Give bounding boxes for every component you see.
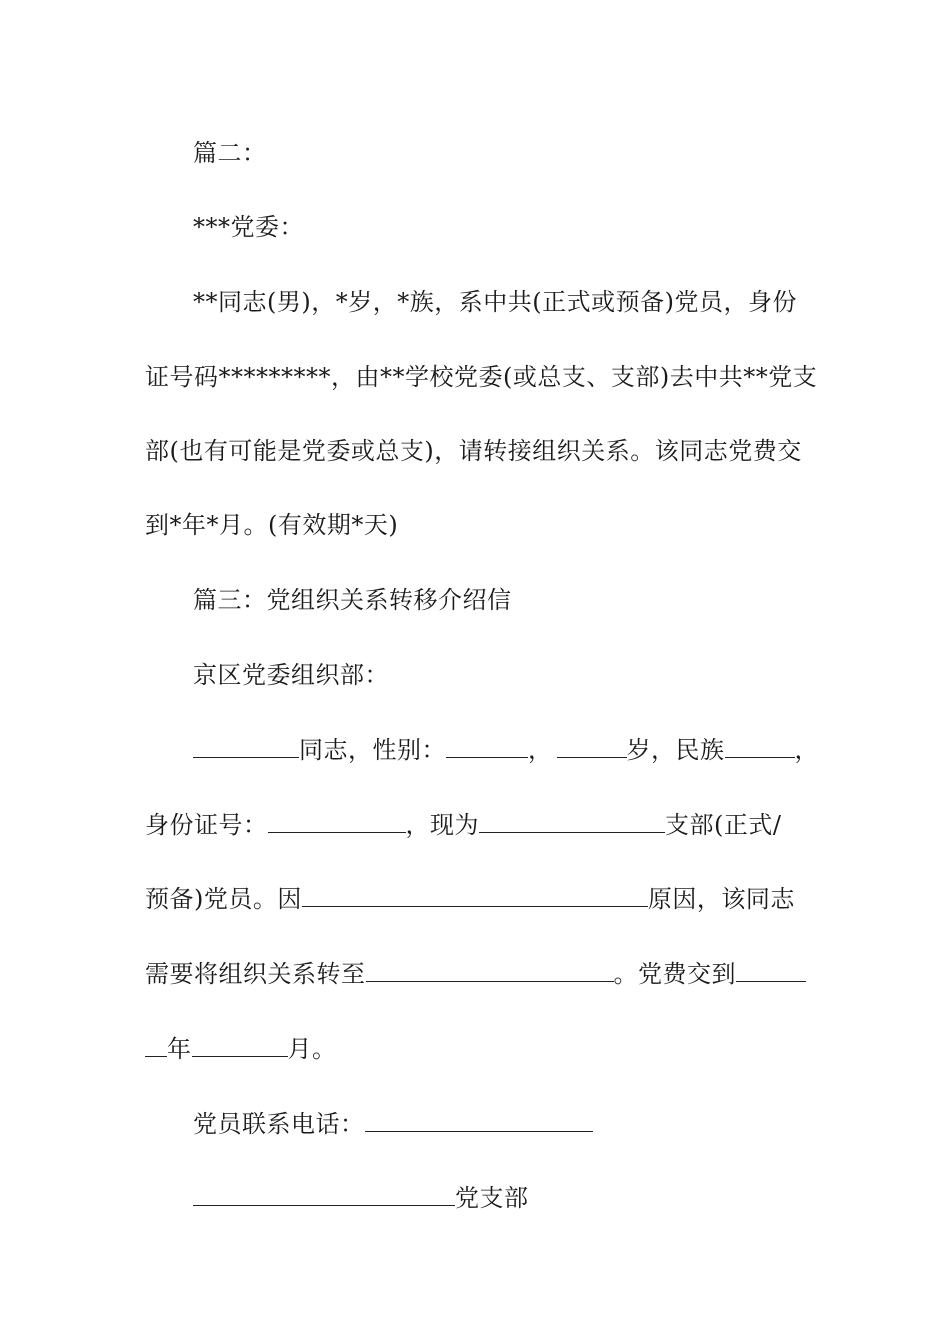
- transfer-to-blank: [366, 959, 614, 982]
- form-text: 月。: [287, 1035, 337, 1063]
- part2-paragraph-line-4: 到*年*月。(有效期*天): [145, 511, 399, 539]
- form-text: 岁，民族: [626, 736, 725, 764]
- form-text: 同志，性别：: [299, 736, 446, 764]
- fee-year-blank-part1: [736, 959, 806, 982]
- form-line-4: [145, 958, 806, 990]
- form-line-2: [145, 809, 781, 841]
- part3-heading: 篇三：党组织关系转移介绍信: [193, 586, 512, 614]
- reason-blank: [302, 884, 648, 907]
- form-line-5: [145, 1033, 337, 1065]
- phone-label: 党员联系电话：: [193, 1110, 365, 1138]
- gender-blank: [446, 735, 528, 758]
- form-text: ，: [528, 736, 553, 764]
- phone-blank: [365, 1109, 593, 1132]
- form-text: 。党费交到: [613, 960, 736, 988]
- form-text: 支部(正式/: [665, 811, 782, 839]
- fee-month-blank: [192, 1034, 288, 1057]
- branch-label: 党支部: [455, 1184, 529, 1212]
- part2-paragraph-line-3: 部(也有可能是党委或总支)，请转接组织关系。该同志党费交: [145, 437, 802, 465]
- form-text: 身份证号：: [145, 811, 268, 839]
- name-blank: [193, 735, 299, 758]
- form-text: 需要将组织关系转至: [145, 960, 366, 988]
- part2-recipient: ***党委：: [193, 213, 304, 241]
- ethnicity-blank: [725, 735, 795, 758]
- fee-year-blank-part2: [145, 1034, 167, 1057]
- branch-blank: [193, 1183, 455, 1206]
- phone-line: [193, 1108, 593, 1140]
- current-branch-blank: [479, 810, 665, 833]
- part2-paragraph-line-1: **同志(男)，*岁，*族，系中共(正式或预备)党员，身份: [193, 288, 797, 316]
- form-text: 原因，该同志: [647, 885, 795, 913]
- part3-recipient: 京区党委组织部：: [193, 661, 389, 689]
- form-line-3: [145, 883, 795, 915]
- form-text: 年: [167, 1035, 192, 1063]
- part2-paragraph-line-2: 证号码*********，由**学校党委(或总支、支部)去中共**党支: [145, 363, 818, 391]
- form-text: ，现为: [405, 811, 479, 839]
- part2-heading: 篇二：: [193, 139, 267, 167]
- form-text: 预备)党员。因: [145, 885, 302, 913]
- form-line-1: [193, 734, 819, 766]
- form-text: ，: [794, 736, 819, 764]
- id-number-blank: [268, 810, 406, 833]
- branch-line: [193, 1182, 529, 1214]
- age-blank: [557, 735, 627, 758]
